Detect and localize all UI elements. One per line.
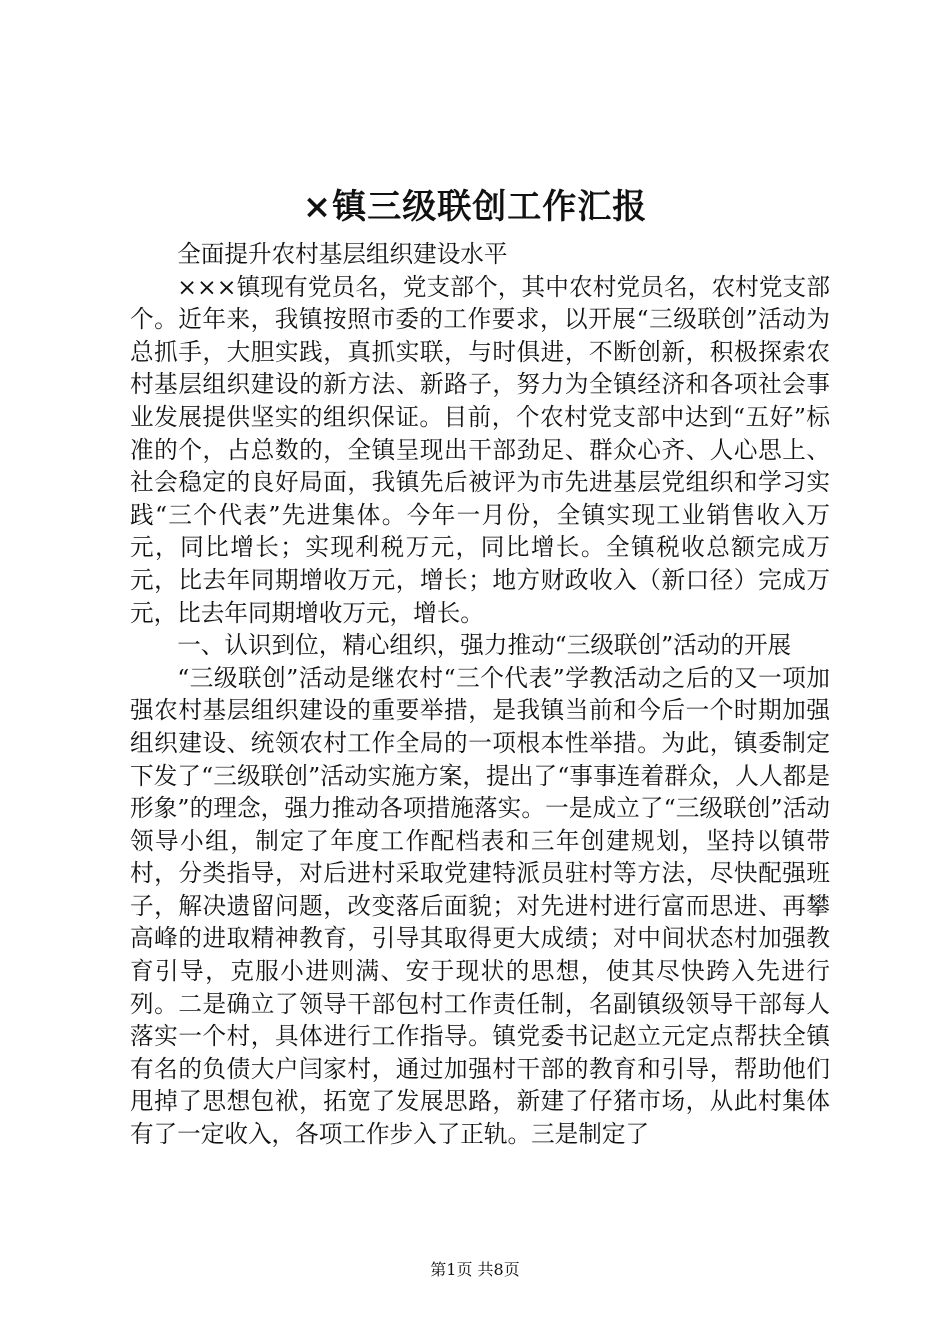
page-footer: 第1页 共8页 [430, 1260, 520, 1279]
subtitle-paragraph: 全面提升农村基层组织建设水平 [177, 240, 508, 268]
section-heading: 一、认识到位，精心组织，强力推动“三级联创”活动的开展 [177, 631, 792, 660]
intro-paragraph: ×××镇现有党员名，党支部个，其中农村党员名，农村党支部个。近年来，我镇按照市委的工作要求，以开展“三级联创”活动为总抓手，大胆实践，真抓实联，与时俱进，不断创新，积极探索农村基层组织建设的新方法、新路子，努力为全镇经济和各项社会事业发展提供坚实的组织保证。目前，个农村党支部中达到“五好”标准的个，占总数的，全镇呈现出干部劲足、群众心齐、人心思上、社会稳定的良好局面，我镇先后被评为市先进基层党组织和学习实践“三个代表”先进集体。今年一月份，全镇实现工业销售收入万元，同比增长；实现利税万元，同比增长。全镇税收总额完成万元，比去年同期增收万元，增长；地方财政收入（新口径）完成万元，比去年同期增收万元，增长。 [130, 272, 830, 627]
page-title: ×镇三级联创工作汇报 [302, 187, 648, 227]
body-paragraph: “三级联创”活动是继农村“三个代表”学教活动之后的又一项加强农村基层组织建设的重要举措，是我镇当前和今后一个时期加强组织建设、统领农村工作全局的一项根本性举措。为此，镇委制定下发了“三级联创”活动实施方案，提出了“事事连着群众，人人都是形象”的理念，强力推动各项措施落实。一是成立了“三级联创”活动领导小组，制定了年度工作配档表和三年创建规划，坚持以镇带村，分类指导，对后进村采取党建特派员驻村等方法，尽快配强班子，解决遗留问题，改变落后面貌；对先进村进行富而思进、再攀高峰的进取精神教育，引导其取得更大成绩；对中间状态村加强教育引导，克服小进则满、安于现状的思想，使其尽快跨入先进行列。二是确立了领导干部包村工作责任制，名副镇级领导干部每人落实一个村，具体进行工作指导。镇党委书记赵立元定点帮扶全镇有名的负债大户闫家村，通过加强村干部的教育和引导，帮助他们甩掉了思想包袱，拓宽了发展思路，新建了仔猪市场，从此村集体有了一定收入，各项工作步入了正轨。三是制定了 [130, 663, 830, 1149]
document-body [130, 238, 830, 1151]
